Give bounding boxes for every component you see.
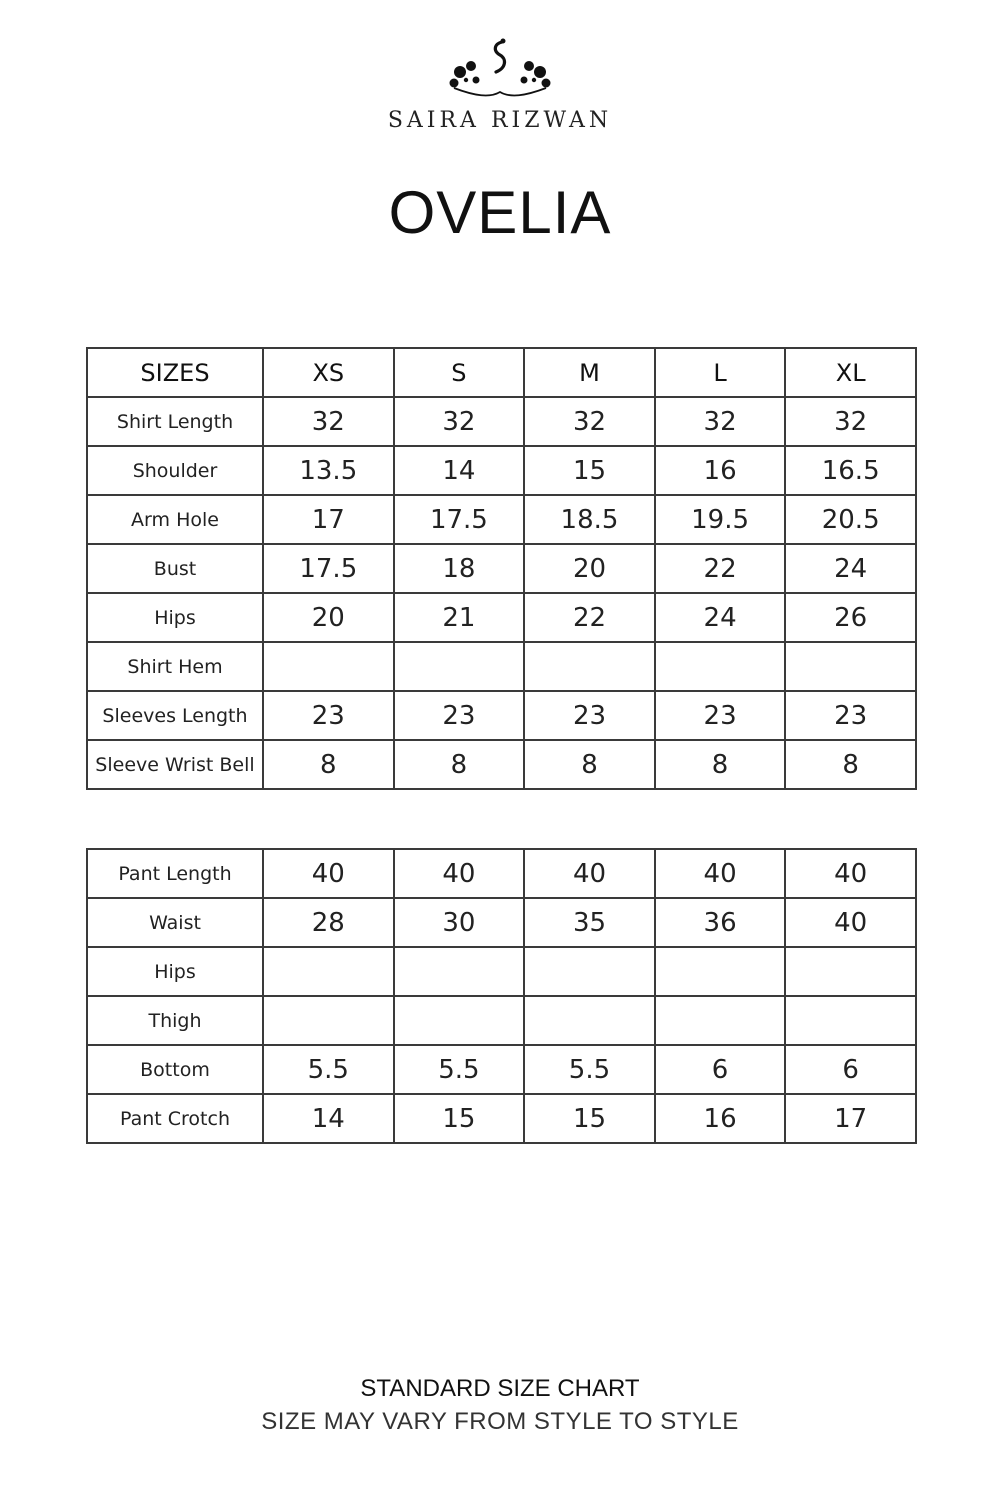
table-row (87, 1094, 916, 1143)
measurement-label: Pant Length (87, 849, 263, 898)
measurement-value: 22 (524, 593, 655, 642)
measurement-value: 40 (655, 849, 786, 898)
table-header-row (87, 348, 916, 397)
measurement-value (524, 996, 655, 1045)
measurement-value: 15 (524, 1094, 655, 1143)
measurement-value (785, 642, 916, 691)
measurement-value: 14 (394, 446, 525, 495)
measurement-value: 21 (394, 593, 525, 642)
measurement-value (655, 642, 786, 691)
measurement-label: Shirt Hem (87, 642, 263, 691)
table-row (87, 947, 916, 996)
measurement-label: Arm Hole (87, 495, 263, 544)
measurement-value: 16.5 (785, 446, 916, 495)
measurement-value: 13.5 (263, 446, 394, 495)
table-row (87, 1045, 916, 1094)
measurement-value: 40 (263, 849, 394, 898)
footer-title: STANDARD SIZE CHART (360, 1375, 640, 1402)
measurement-value: 18.5 (524, 495, 655, 544)
measurement-value: 28 (263, 898, 394, 947)
measurement-value: 32 (394, 397, 525, 446)
measurement-value: 17.5 (394, 495, 525, 544)
size-header: XS (263, 348, 394, 397)
footer-note: SIZE MAY VARY FROM STYLE TO STYLE (261, 1408, 739, 1435)
page-title: OVELIA (388, 179, 612, 246)
shirt-size-table (86, 347, 917, 790)
table-row (87, 446, 916, 495)
measurement-value: 20 (263, 593, 394, 642)
measurement-value: 8 (524, 740, 655, 789)
measurement-value (263, 996, 394, 1045)
measurement-value: 8 (785, 740, 916, 789)
floral-s-monogram-icon (440, 36, 560, 106)
measurement-value: 23 (263, 691, 394, 740)
pant-size-table (86, 848, 917, 1144)
measurement-value: 22 (655, 544, 786, 593)
measurement-value: 15 (524, 446, 655, 495)
measurement-value: 24 (655, 593, 786, 642)
measurement-value: 20.5 (785, 495, 916, 544)
measurement-label: Thigh (87, 996, 263, 1045)
size-header: M (524, 348, 655, 397)
measurement-value: 23 (785, 691, 916, 740)
table-row (87, 642, 916, 691)
measurement-label: Waist (87, 898, 263, 947)
measurement-value: 40 (394, 849, 525, 898)
measurement-value: 14 (263, 1094, 394, 1143)
measurement-value: 8 (263, 740, 394, 789)
measurement-value: 26 (785, 593, 916, 642)
measurement-value: 32 (785, 397, 916, 446)
measurement-value: 30 (394, 898, 525, 947)
measurement-value: 40 (524, 849, 655, 898)
measurement-value (394, 996, 525, 1045)
measurement-value: 17 (785, 1094, 916, 1143)
measurement-value (655, 947, 786, 996)
size-header: S (394, 348, 525, 397)
measurement-value: 18 (394, 544, 525, 593)
table-row (87, 397, 916, 446)
measurement-label: Bust (87, 544, 263, 593)
measurement-value (263, 642, 394, 691)
measurement-value (263, 947, 394, 996)
measurement-value: 20 (524, 544, 655, 593)
measurement-value: 15 (394, 1094, 525, 1143)
measurement-value: 35 (524, 898, 655, 947)
measurement-label: Bottom (87, 1045, 263, 1094)
measurement-value: 23 (655, 691, 786, 740)
measurement-label: Sleeve Wrist Bell (87, 740, 263, 789)
measurement-value: 32 (263, 397, 394, 446)
measurement-value (524, 947, 655, 996)
measurement-label: Shoulder (87, 446, 263, 495)
measurement-value: 40 (785, 898, 916, 947)
measurement-value: 36 (655, 898, 786, 947)
measurement-value (655, 996, 786, 1045)
measurement-value: 5.5 (524, 1045, 655, 1094)
table-row (87, 593, 916, 642)
table-row (87, 740, 916, 789)
measurement-value: 23 (394, 691, 525, 740)
table-row (87, 495, 916, 544)
measurement-value: 6 (785, 1045, 916, 1094)
table-row (87, 898, 916, 947)
sizes-header: SIZES (87, 348, 263, 397)
table-row (87, 544, 916, 593)
measurement-value (394, 642, 525, 691)
measurement-value: 8 (394, 740, 525, 789)
measurement-value: 16 (655, 446, 786, 495)
measurement-value: 32 (524, 397, 655, 446)
measurement-label: Sleeves Length (87, 691, 263, 740)
measurement-value (785, 947, 916, 996)
size-header: L (655, 348, 786, 397)
measurement-value: 24 (785, 544, 916, 593)
table-row (87, 691, 916, 740)
measurement-label: Shirt Length (87, 397, 263, 446)
measurement-label: Pant Crotch (87, 1094, 263, 1143)
measurement-value: 17 (263, 495, 394, 544)
measurement-value (785, 996, 916, 1045)
measurement-label: Hips (87, 947, 263, 996)
measurement-value (394, 947, 525, 996)
measurement-value (524, 642, 655, 691)
table-row (87, 849, 916, 898)
brand-name: SAIRA RIZWAN (387, 108, 613, 133)
measurement-value: 32 (655, 397, 786, 446)
size-header: XL (785, 348, 916, 397)
measurement-value: 16 (655, 1094, 786, 1143)
measurement-value: 17.5 (263, 544, 394, 593)
measurement-value: 5.5 (263, 1045, 394, 1094)
measurement-value: 19.5 (655, 495, 786, 544)
measurement-label: Hips (87, 593, 263, 642)
measurement-value: 40 (785, 849, 916, 898)
measurement-value: 8 (655, 740, 786, 789)
table-row (87, 996, 916, 1045)
measurement-value: 23 (524, 691, 655, 740)
measurement-value: 5.5 (394, 1045, 525, 1094)
measurement-value: 6 (655, 1045, 786, 1094)
